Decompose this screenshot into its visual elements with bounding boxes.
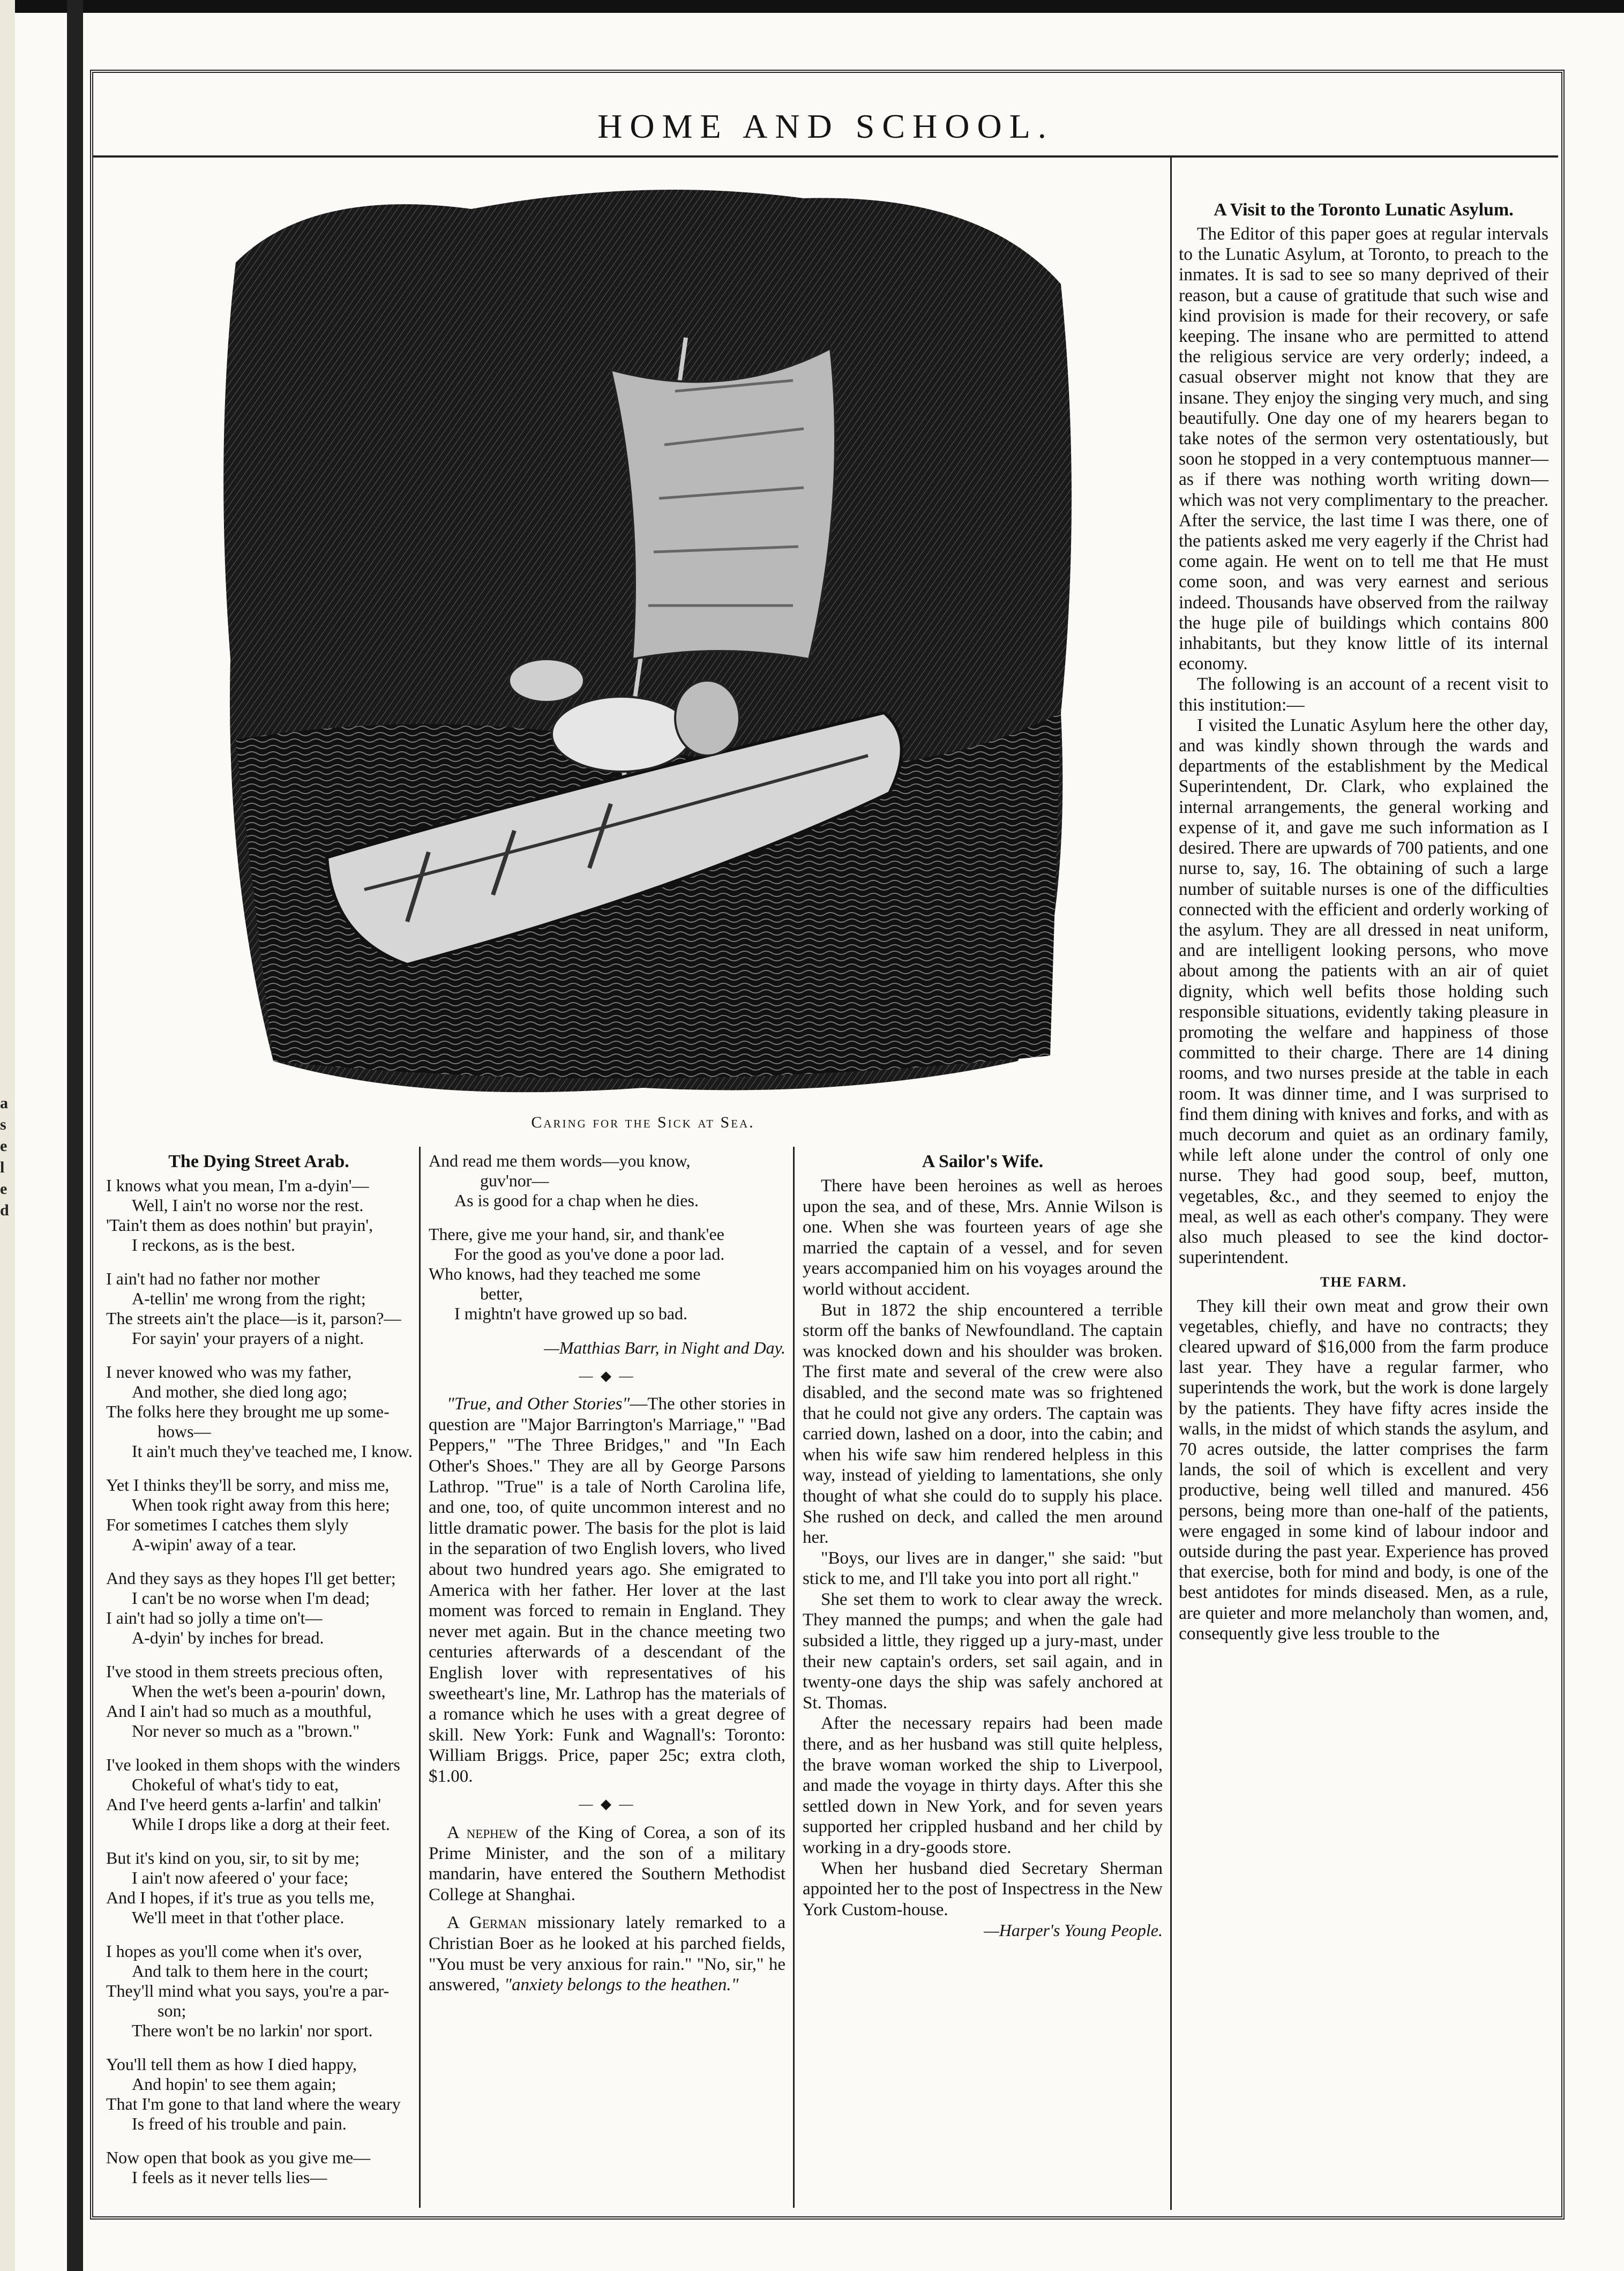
nephew-item xyxy=(429,1822,785,1905)
asylum-paragraph: The following is an account of a recent visit to this institution:— xyxy=(1179,674,1548,715)
column-rule xyxy=(419,1147,421,2208)
nephew-body: of the King of Corea, a son of its Prime Minister, and the son of a military mandarin, have entered the Southern Methodist College at Shanghai. xyxy=(429,1823,785,1904)
poem-title: The Dying Street Arab. xyxy=(168,1152,349,1171)
poem-line: As is good for a chap when he dies. xyxy=(454,1191,699,1210)
poem-line: But it's kind on you, sir, to sit by me; xyxy=(106,1848,360,1867)
poem-stanza xyxy=(106,1362,411,1461)
margin-fragment: s xyxy=(0,1116,6,1133)
illustration-caption: Caring for the Sick at Sea. xyxy=(531,1114,755,1131)
poem-line: Who knows, had they teached me some xyxy=(429,1264,701,1283)
poem-line: guv'nor— xyxy=(480,1171,549,1190)
poem-line: Is freed of his trouble and pain. xyxy=(132,2114,347,2133)
poem-line: And mother, she died long ago; xyxy=(132,1382,348,1401)
poem-stanza xyxy=(106,1941,411,2041)
poem-line: For the good as you've done a poor lad. xyxy=(454,1244,725,1264)
asylum-column xyxy=(1179,199,1548,1644)
poem-line: A-wipin' away of a tear. xyxy=(132,1535,296,1554)
poem-line: And I ain't had so much as a mouthful, xyxy=(106,1701,372,1721)
poem-line: better, xyxy=(480,1284,523,1303)
figure-seated xyxy=(675,681,739,756)
poem-stanza xyxy=(106,1568,411,1648)
poem-stanza xyxy=(106,1269,411,1348)
farm-body xyxy=(1179,1296,1548,1644)
scan-left-edge xyxy=(0,0,15,2271)
german-quote: "anxiety belongs to the heathen." xyxy=(504,1975,739,1995)
poem-stanza xyxy=(106,1475,411,1555)
poem-line: There won't be no larkin' nor sport. xyxy=(132,2021,373,2040)
poem-line: son; xyxy=(158,2001,186,2020)
poem-line: There, give me your hand, sir, and thank'ee xyxy=(429,1224,724,1244)
margin-fragment: a xyxy=(0,1094,8,1112)
poem-line: A-tellin' me wrong from the right; xyxy=(132,1289,366,1308)
binding-edge xyxy=(67,0,83,2271)
poem-continued xyxy=(429,1151,785,1324)
sailors-wife-body xyxy=(803,1176,1163,1920)
poem-stanzas xyxy=(106,1176,411,2187)
section-separator: — ◆ — xyxy=(579,1368,635,1384)
section-separator: — ◆ — xyxy=(579,1796,635,1812)
poem-line: Now open that book as you give me— xyxy=(106,2148,371,2167)
sailors-wife-column xyxy=(803,1151,1163,1941)
true-stories-title: "True, and Other Stories" xyxy=(447,1394,630,1414)
poem-line: I can't be no worse when I'm dead; xyxy=(132,1588,370,1608)
german-item xyxy=(429,1913,785,1995)
engraving-sick-at-sea xyxy=(204,177,1082,1104)
farm-paragraph: They kill their own meat and grow their own vegetables, chiefly, and have no contracts; they cleared upward of $16,000 from the farm produce last year. They have a regular farmer, who superintends the work, but the work is done largely by the patients. They have fifty acres inside the walls, in the midst of which stands the asylum, and 70 acres outside, the latter comprises the farm lands, the soil of which is excellent and very productive, being well tilled and manured. 456 persons, being more than one-half of the patients, were engaged in some kind of labour indoor and outside during the past year. Experience has proved that exercise, both for mind and body, is one of the best antidotes for minds diseased. Men, as a rule, are quieter and more melancholy than women, and, consequently give less trouble to the xyxy=(1179,1296,1548,1644)
true-stories-review xyxy=(429,1394,785,1787)
poem-line: I feels as it never tells lies— xyxy=(132,2168,327,2187)
farm-heading: THE FARM. xyxy=(1320,1274,1407,1290)
poem-line: It ain't much they've teached me, I know. xyxy=(132,1441,413,1461)
poem-line: And I hopes, if it's true as you tells me, xyxy=(106,1888,375,1907)
margin-fragment: l xyxy=(0,1159,5,1176)
poem-stanza xyxy=(429,1224,785,1324)
poem-line: Chokeful of what's tidy to eat, xyxy=(132,1775,339,1794)
true-stories-body: —The other stories in question are "Major Barrington's Marriage," "Bad Peppers," "The Three Bridges," and "In Each Other's Shoes." They are all by George Parsons Lathrop. "True" is a tale of North Carolina life, and one, too, of quite uncommon interest and no little dramatic power. The basis for the plot is laid in the separation of two English lovers, who lived about two hundred years ago. She emigrated to America with her father. Her lover at the last moment was forced to remain in England. They never met again. But in the chance meeting two centuries afterwards of a descendant of the English lover with representatives of his sweetheart's line, Mr. Lathrop has the materials of a romance which he uses with a great degree of skill. New York: Funk and Wagnall's: Toronto: William Briggs. Price, paper 25c; extra cloth, $1.00. xyxy=(429,1394,785,1786)
poem-line: I never knowed who was my father, xyxy=(106,1362,352,1381)
poem-line: And talk to them here in the court; xyxy=(132,1961,369,1981)
poem-stanza xyxy=(106,1848,411,1928)
poem-line: I ain't had no father nor mother xyxy=(106,1269,320,1288)
poem-line: I mightn't have growed up so bad. xyxy=(454,1304,688,1323)
sailors-wife-paragraph: When her husband died Secretary Sherman appointed her to the post of Inspectress in the New York Custom-house. xyxy=(803,1858,1163,1919)
poem-author: —Matthias Barr, in Night and Day. xyxy=(544,1338,785,1357)
sailors-wife-paragraph: But in 1872 the ship encountered a terrible storm off the banks of Newfoundland. The captain was knocked down and his shoulder was broken. The first mate and several of the crew were also disabled, and the second mate was so frightened that he could not give any orders. The captain was carried down, lashed on a door, into the cabin; and when his wife saw him rendered helpless in this way, instead of yielding to lamentations, she only thought of what she could do to supply his place. She rushed on deck, and called the men around her. xyxy=(803,1300,1163,1548)
poem-line: The folks here they brought me up some- xyxy=(106,1402,390,1421)
sailors-wife-paragraph: There have been heroines as well as heroes upon the sea, and of these, Mrs. Annie Wilson is one. When she was fourteen years of age she married the captain of a vessel, and for seven years accompanied him on his voyages around the world without accident. xyxy=(803,1176,1163,1299)
poem-line: hows— xyxy=(158,1422,211,1441)
asylum-paragraph: The Editor of this paper goes at regular intervals to the Lunatic Asylum, at Toronto, to preach to the inmates. It is sad to see so many deprived of their reason, but a cause of gratitude that such wise and kind provision is made for their recovery, or safe keeping. The insane who are permitted to attend the religious service are very orderly; indeed, a casual observer might not know that they are insane. They enjoy the singing very much, and sing beautifully. One day one of my hearers began to take notes of the sermon very ostentatiously, but soon he stopped in a very contemptuous manner—as if there was nothing worth writing down—which was not very complimentary to the preacher. After the service, the last time I was there, one of the patients asked me very eagerly if the Christ had come again. He went on to tell me that He must come soon, and was very earnest and serious indeed. Thousands have observed from the railway the huge pile of buildings which contains 800 inhabitants, but they know little of its internal economy. xyxy=(1179,224,1548,674)
column-rule xyxy=(793,1147,795,2208)
poem-line: I ain't now afeered o' your face; xyxy=(132,1868,349,1887)
column-two xyxy=(429,1151,785,1996)
margin-fragment: e xyxy=(0,1180,8,1198)
poem-line: That I'm gone to that land where the weary xyxy=(106,2094,401,2113)
asylum-paragraph: I visited the Lunatic Asylum here the other day, and was kindly shown through the wards and departments of the establishment by the Medical Superintendent, Dr. Clark, who explained the internal arrangements, the general working and expense of it, and gave me such information as I desired. There are upwards of 700 patients, and one nurse to, say, 16. The obtaining of such a large number of suitable nurses is one of the difficulties connected with the efficient and orderly working of the asylum. They are all dressed in neat uniform, and are intelligent looking persons, who move about among the patients with an air of quiet dignity, which well befits those holding such responsible situations, evidently taking pleasure in promoting the welfare and happiness of those committed to their charge. There are 14 dining rooms, and two nurses preside at the table in each room. It was dinner time, and I was surprised to find them dining with knives and forks, and with as much decorum and quiet as an ordinary family, while left alone under the control of only one nurse. They had good soup, beef, mutton, vegetables, &c., and they seemed to enjoy the meal, as well as each other's company. They were also much pleased to see the kind doctor-superintendent. xyxy=(1179,715,1548,1268)
poem-stanza xyxy=(106,1662,411,1741)
poem-line: I've stood in them streets precious often, xyxy=(106,1662,383,1681)
sailors-wife-paragraph: She set them to work to clear away the wreck. They manned the pumps; and when the gale had subsided a little, they rigged up a jury-mast, under their new captain's orders, set sail again, and in twenty-one days the ship was safely anchored at St. Thomas. xyxy=(803,1589,1163,1713)
sailors-wife-paragraph: "Boys, our lives are in danger," she said: "but stick to me, and I'll take you into port all right." xyxy=(803,1548,1163,1589)
poem-line: And I've heerd gents a-larfin' and talkin' xyxy=(106,1795,381,1814)
poem-line: I ain't had so jolly a time on't— xyxy=(106,1608,323,1627)
poem-stanza xyxy=(106,1755,411,1834)
sailors-wife-source: —Harper's Young People. xyxy=(984,1921,1163,1940)
poem-line: Nor never so much as a "brown." xyxy=(132,1721,360,1740)
column-rule xyxy=(1170,158,1172,2210)
poem-line: I hopes as you'll come when it's over, xyxy=(106,1941,362,1961)
margin-fragment: e xyxy=(0,1137,8,1155)
poem-stanza xyxy=(106,1176,411,1255)
poem-line: Well, I ain't no worse nor the rest. xyxy=(132,1196,364,1215)
sailors-wife-paragraph: After the necessary repairs had been made there, and as her husband was still quite helpless, the brave woman worked the ship to Liverpool, and made the voyage in thirty days. After this she settled down in New York, and for seven years supported her crippled husband and her child by working in a dry-goods store. xyxy=(803,1714,1163,1857)
margin-fragment: d xyxy=(0,1201,9,1219)
sailors-wife-title: A Sailor's Wife. xyxy=(922,1152,1044,1171)
poem-line: While I drops like a dorg at their feet. xyxy=(132,1814,390,1834)
german-lead: A German xyxy=(447,1913,527,1933)
poem-line: And they says as they hopes I'll get better; xyxy=(106,1568,396,1588)
poem-line: For sometimes I catches them slyly xyxy=(106,1515,349,1534)
poem-line: When took right away from this here; xyxy=(132,1495,390,1514)
poem-line: I reckons, as is the best. xyxy=(132,1235,295,1254)
poem-line: And read me them words—you know, xyxy=(429,1151,691,1170)
poem-stanza xyxy=(106,2055,411,2134)
asylum-body xyxy=(1179,224,1548,1268)
boat-sail xyxy=(611,348,835,659)
poem-line: You'll tell them as how I died happy, xyxy=(106,2055,357,2074)
scan-top-edge xyxy=(0,0,1624,13)
nephew-lead: A nephew xyxy=(447,1823,518,1843)
poem-line: 'Tain't them as does nothin' but prayin', xyxy=(106,1215,373,1235)
poem-line: They'll mind what you says, you're a par- xyxy=(106,1981,390,2000)
poem-line: Yet I thinks they'll be sorry, and miss me, xyxy=(106,1475,390,1495)
german-body: missionary lately remarked to a Christian Boer as he looked at his parched fields, "You must be very anxious for rain." "No, sir," he answered, xyxy=(429,1913,786,1995)
poem-stanza xyxy=(106,2148,411,2187)
asylum-title: A Visit to the Toronto Lunatic Asylum. xyxy=(1214,200,1514,220)
masthead-rule xyxy=(93,155,1558,158)
poem-line: I knows what you mean, I'm a-dyin'— xyxy=(106,1176,369,1195)
figure-sick-sailor xyxy=(552,697,691,772)
poem-line: A-dyin' by inches for bread. xyxy=(132,1628,324,1647)
poem-column xyxy=(106,1151,411,2201)
poem-line: I've looked in them shops with the winders xyxy=(106,1755,400,1774)
poem-stanza xyxy=(429,1151,785,1211)
poem-line: We'll meet in that t'other place. xyxy=(132,1908,345,1927)
masthead-title: HOME AND SCHOOL. xyxy=(597,107,1054,145)
poem-line: When the wet's been a-pourin' down, xyxy=(132,1682,386,1701)
poem-line: For sayin' your prayers of a night. xyxy=(132,1328,364,1348)
poem-line: And hopin' to see them again; xyxy=(132,2074,336,2094)
poem-line: The streets ain't the place—is it, parson?— xyxy=(106,1309,401,1328)
figure-caregiver xyxy=(509,659,584,702)
